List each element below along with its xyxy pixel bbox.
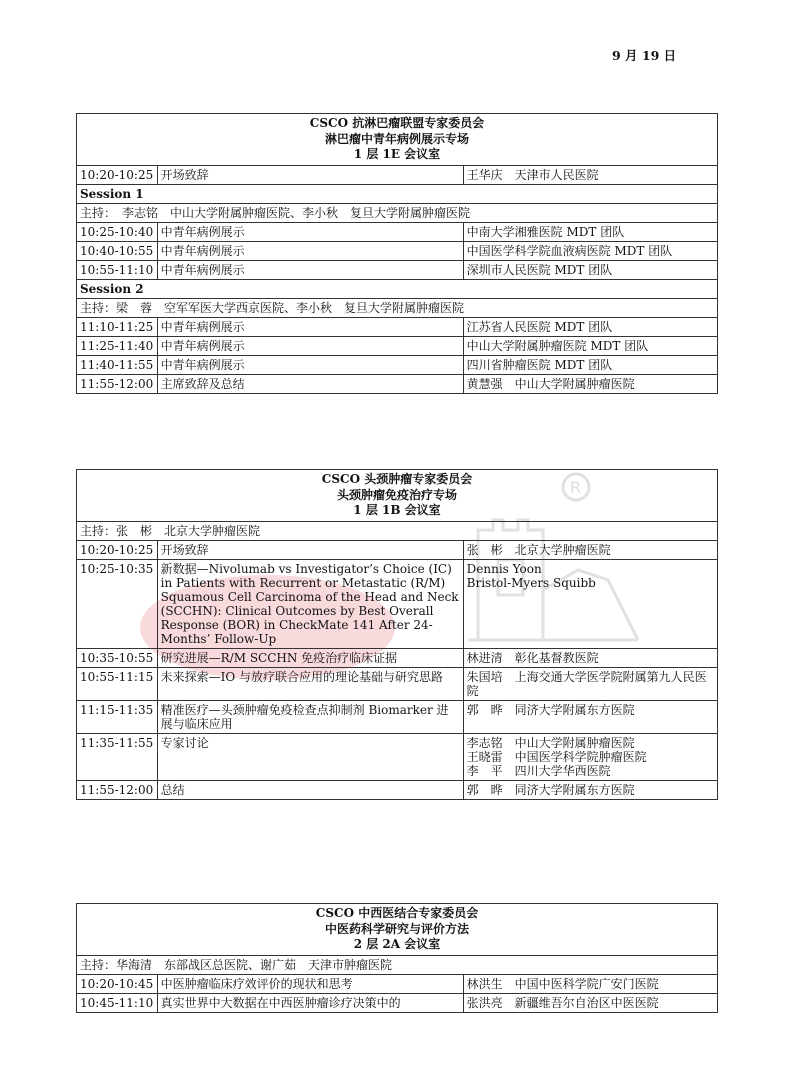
speaker-line: 朱国培 上海交通大学医学院附属第九人民医院 (466, 669, 707, 698)
table-header-row (77, 904, 718, 956)
session-label: Session 1 (77, 184, 718, 203)
topic: 开场致辞 (157, 540, 463, 559)
session-title-line: 1 层 1B 会议室 (353, 503, 441, 517)
session-title (77, 114, 718, 166)
speaker-line: Dennis Yoon (466, 561, 542, 576)
speaker-line: 黄慧强 中山大学附属肿瘤医院 (466, 376, 635, 391)
host-row (77, 203, 718, 222)
table-row (77, 336, 718, 355)
table-row (77, 260, 718, 279)
session-label: Session 2 (77, 279, 718, 298)
table-row (77, 700, 718, 733)
session-title (77, 904, 718, 956)
table-row (77, 241, 718, 260)
speaker (463, 780, 717, 799)
session-host: 主持：张 彬 北京大学肿瘤医院 (77, 521, 718, 540)
topic: 开场致辞 (157, 165, 463, 184)
speaker (463, 355, 717, 374)
time-slot: 11:55-12:00 (77, 374, 158, 393)
topic: 中青年病例展示 (157, 317, 463, 336)
table-row (77, 667, 718, 700)
table-row (77, 540, 718, 559)
session-label-row (77, 279, 718, 298)
session-title (77, 470, 718, 522)
speaker-line: 郭 晔 同济大学附属东方医院 (466, 782, 635, 797)
speaker (463, 559, 717, 648)
table-header-row (77, 114, 718, 166)
topic: 中青年病例展示 (157, 260, 463, 279)
time-slot: 10:35-10:55 (77, 648, 158, 667)
table-row (77, 374, 718, 393)
session-title-line: 2 层 2A 会议室 (353, 937, 441, 951)
table-row (77, 222, 718, 241)
host-row (77, 955, 718, 974)
speaker-line: 张洪亮 新疆维吾尔自治区中医医院 (466, 995, 659, 1010)
svg-text:R: R (570, 478, 582, 497)
session-title-line: 淋巴瘤中青年病例展示专场 (324, 131, 469, 146)
time-slot: 11:10-11:25 (77, 317, 158, 336)
session-title-line: 1 层 1E 会议室 (353, 147, 441, 161)
topic: 新数据—Nivolumab vs Investigator’s Choice (IC) in Patients with Recurrent or Metastatic (R/M) Squamous Cell Carcinoma of the Head and Neck (SCCHN): Clinical Outcomes by Best Overall Response (BOR) in CheckMate 141 After 24-Months’ Follow-Up (157, 559, 463, 648)
time-slot: 10:20-10:45 (77, 974, 158, 993)
time-slot: 10:40-10:55 (77, 241, 158, 260)
speaker (463, 974, 717, 993)
page-date: 9 月 19 日 (612, 48, 677, 63)
speaker-line: 四川省肿瘤医院 MDT 团队 (466, 357, 613, 372)
session-host: 主持：华海清 东部战区总医院、谢广茹 天津市肿瘤医院 (77, 955, 718, 974)
schedule-table-integrative-medicine (76, 903, 718, 1013)
speaker-line: 中南大学湘雅医院 MDT 团队 (466, 224, 625, 239)
table-row (77, 993, 718, 1012)
topic: 未来探索—IO 与放疗联合应用的理论基础与研究思路 (157, 667, 463, 700)
speaker (463, 540, 717, 559)
time-slot: 11:40-11:55 (77, 355, 158, 374)
session-title-line: CSCO 抗淋巴瘤联盟专家委员会 (309, 116, 485, 130)
time-slot: 10:55-11:15 (77, 667, 158, 700)
speaker (463, 993, 717, 1012)
table-row (77, 974, 718, 993)
speaker-line: 深圳市人民医院 MDT 团队 (466, 262, 613, 277)
topic: 中青年病例展示 (157, 336, 463, 355)
speaker (463, 241, 717, 260)
speaker (463, 336, 717, 355)
table-row (77, 648, 718, 667)
table-row (77, 355, 718, 374)
speaker-line: 郭 晔 同济大学附属东方医院 (466, 702, 635, 717)
table-row (77, 165, 718, 184)
table-header-row (77, 470, 718, 522)
speaker-line: 中国医学科学院血液病医院 MDT 团队 (466, 243, 673, 258)
speaker (463, 374, 717, 393)
time-slot: 10:45-11:10 (77, 993, 158, 1012)
topic: 中青年病例展示 (157, 222, 463, 241)
speaker-line: 林进清 彰化基督教医院 (466, 650, 599, 665)
table-row (77, 317, 718, 336)
time-slot: 10:20-10:25 (77, 540, 158, 559)
topic: 中医肿瘤临床疗效评价的现状和思考 (157, 974, 463, 993)
topic: 精准医疗—头颈肿瘤免疫检查点抑制剂 Biomarker 进展与临床应用 (157, 700, 463, 733)
session-label-row (77, 184, 718, 203)
speaker (463, 222, 717, 241)
table-row (77, 780, 718, 799)
speaker-line: 李志铭 中山大学附属肿瘤医院 (466, 735, 635, 750)
session-title-line: 中医药科学研究与评价方法 (324, 921, 469, 936)
time-slot: 10:20-10:25 (77, 165, 158, 184)
topic: 主席致辞及总结 (157, 374, 463, 393)
speaker (463, 667, 717, 700)
time-slot: 11:55-12:00 (77, 780, 158, 799)
speaker-line: 江苏省人民医院 MDT 团队 (466, 319, 613, 334)
topic: 总结 (157, 780, 463, 799)
speaker-line: 王晓雷 中国医学科学院肿瘤医院 (466, 749, 647, 764)
time-slot: 11:35-11:55 (77, 733, 158, 780)
speaker (463, 733, 717, 780)
speaker-line: 王华庆 天津市人民医院 (466, 167, 599, 182)
schedule-table-head-neck (76, 469, 718, 800)
speaker-line: 张 彬 北京大学肿瘤医院 (466, 542, 611, 557)
time-slot: 11:15-11:35 (77, 700, 158, 733)
speaker (463, 648, 717, 667)
schedule-table-lymphoma (76, 113, 718, 394)
speaker (463, 165, 717, 184)
session-title-line: CSCO 头颈肿瘤专家委员会 (321, 472, 473, 486)
session-title-line: 头颈肿瘤免疫治疗专场 (336, 487, 457, 502)
topic: 中青年病例展示 (157, 355, 463, 374)
topic: 真实世界中大数据在中西医肿瘤诊疗决策中的 (157, 993, 463, 1012)
session-host: 主持：梁 蓉 空军军医大学西京医院、李小秋 复旦大学附属肿瘤医院 (77, 298, 718, 317)
time-slot: 11:25-11:40 (77, 336, 158, 355)
table-row (77, 733, 718, 780)
topic: 中青年病例展示 (157, 241, 463, 260)
table-row (77, 559, 718, 648)
time-slot: 10:25-10:35 (77, 559, 158, 648)
topic: 研究进展—R/M SCCHN 免疫治疗临床证据 (157, 648, 463, 667)
speaker (463, 260, 717, 279)
session-host: 主持： 李志铭 中山大学附属肿瘤医院、李小秋 复旦大学附属肿瘤医院 (77, 203, 718, 222)
host-row (77, 521, 718, 540)
speaker-line: Bristol-Myers Squibb (466, 575, 596, 590)
time-slot: 10:25-10:40 (77, 222, 158, 241)
speaker-line: 林洪生 中国中医科学院广安门医院 (466, 976, 659, 991)
speaker (463, 317, 717, 336)
speaker-line: 中山大学附属肿瘤医院 MDT 团队 (466, 338, 649, 353)
host-row (77, 298, 718, 317)
time-slot: 10:55-11:10 (77, 260, 158, 279)
speaker-line: 李 平 四川大学华西医院 (466, 763, 611, 778)
topic: 专家讨论 (157, 733, 463, 780)
speaker (463, 700, 717, 733)
session-title-line: CSCO 中西医结合专家委员会 (315, 906, 479, 920)
